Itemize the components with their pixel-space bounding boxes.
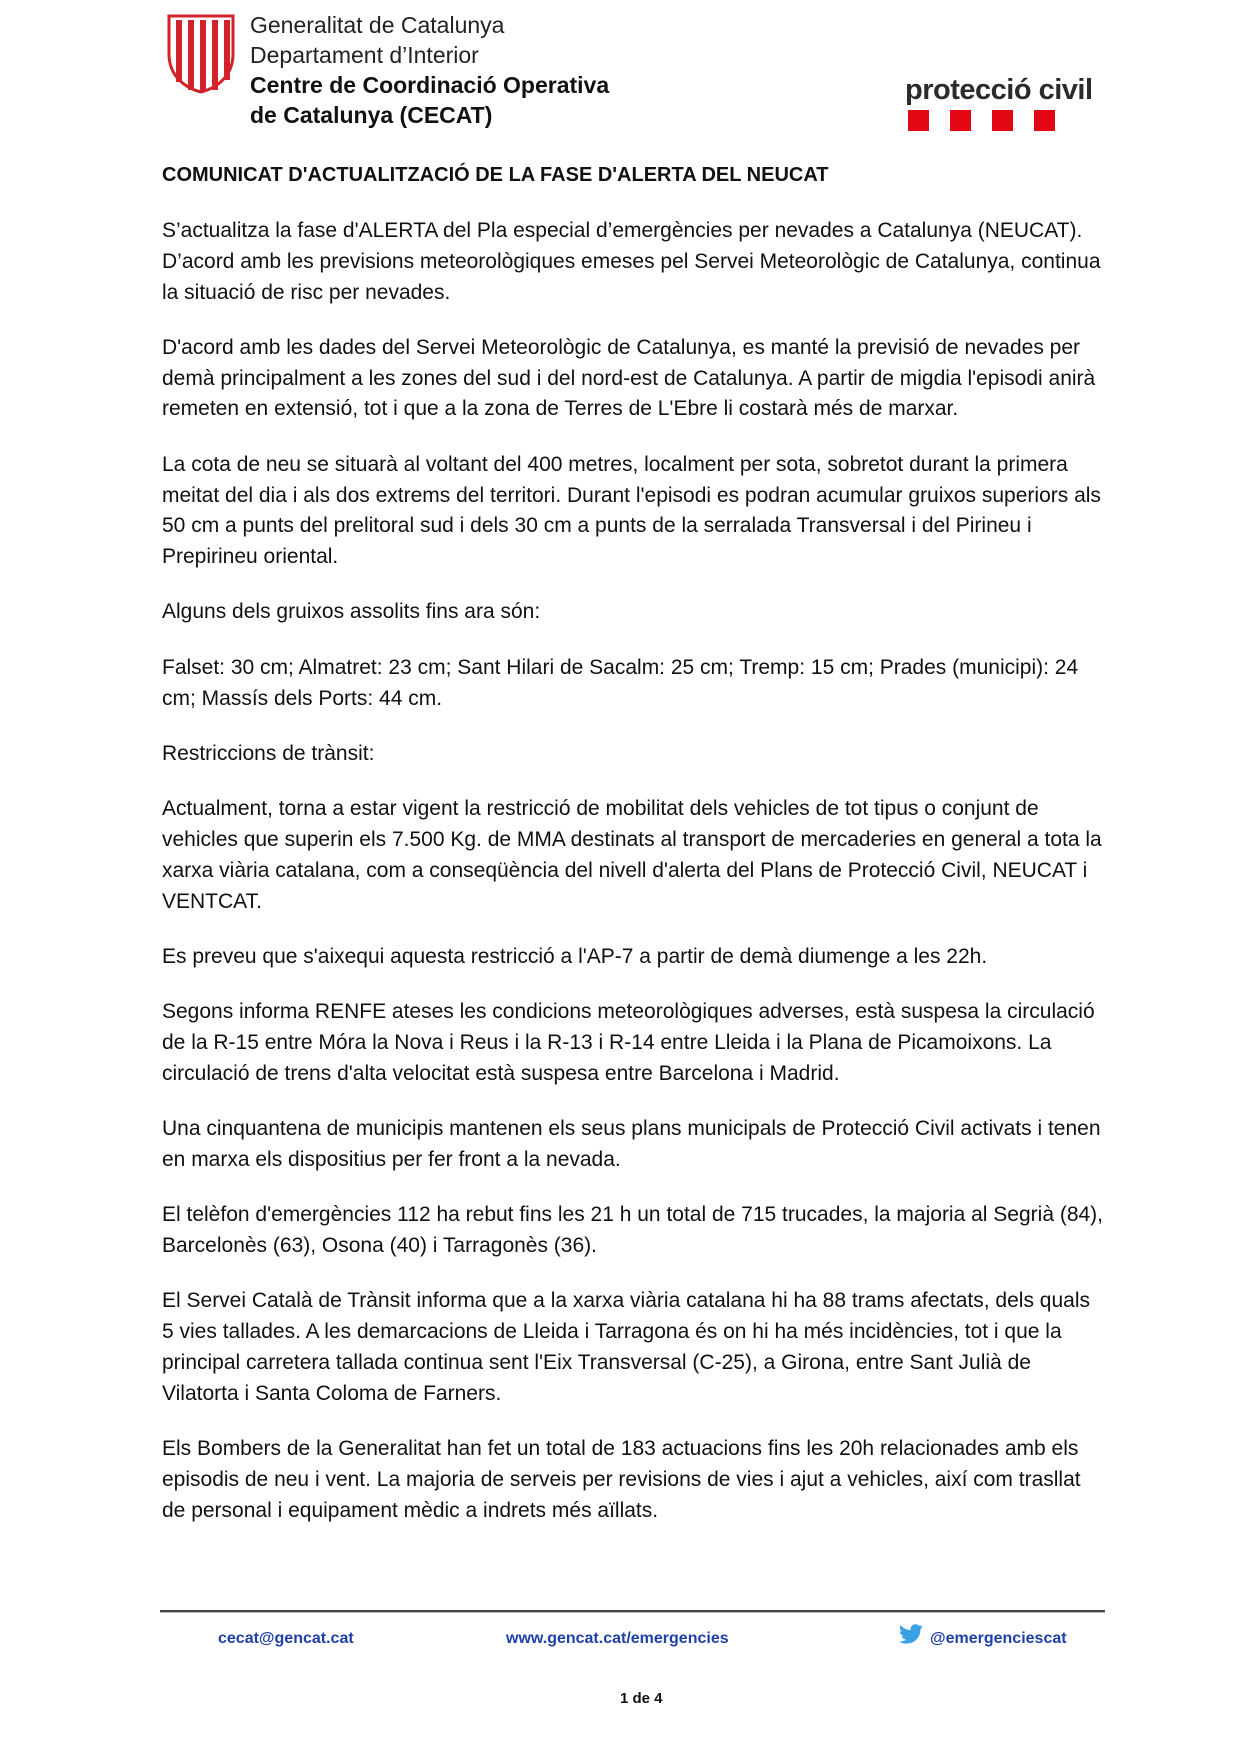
document-body [162,216,1107,1551]
footer-email-link[interactable]: cecat@gencat.cat [218,1630,354,1647]
paragraph: Els Bombers de la Generalitat han fet un total de 183 actuacions fins les 20h relacionades amb els episodis de neu i vent. La majoria de serveis per revisions de vies i ajut a vehicles, així com trasllat de personal i equipament mèdic a indrets més aïllats. [162,1436,1081,1522]
paragraph: La cota de neu se situarà al voltant del 400 metres, localment per sota, sobretot durant la primera meitat del dia i als dos extrems del territori. Durant l'episodi es podran acumular gruixos superiors als 50 cm a punts del prelitoral sud i dels 30 cm a punts de la serralada Transversal i del Pirineu i Prepirineu oriental. [162,452,1101,569]
twitter-bird-icon [898,1624,924,1646]
proteccio-civil-squares [908,110,1095,131]
brand-square [950,110,971,131]
paragraph: Alguns dels gruixos assolits fins ara són: [162,600,541,624]
brand-square [1034,110,1055,131]
brand-square [992,110,1013,131]
paragraph: Segons informa RENFE ateses les condicions meteorològiques adverses, està suspesa la circulació de la R-15 entre Móra la Nova i Reus i la R-13 i R-14 entre Lleida i la Plana de Picamoixons. La circulació de trens d'alta velocitat està suspesa entre Barcelona i Madrid. [162,1000,1095,1085]
footer-twitter-link[interactable] [898,1622,1067,1648]
document-title: COMUNICAT D'ACTUALITZACIÓ DE LA FASE D'ALERTA DEL NEUCAT [162,164,829,186]
paragraph: S’actualitza la fase d'ALERTA del Pla especial d’emergències per nevades a Catalunya (NEUCAT). D’acord amb les previsions meteorològiques emeses pel Servei Meteorològic de Catalunya, continua la situació de risc per nevades. [162,219,1101,304]
brand-square [908,110,929,131]
paragraph: Falset: 30 cm; Almatret: 23 cm; Sant Hilari de Sacalm: 25 cm; Tremp: 15 cm; Prades (municipi): 24 cm; Massís dels Ports: 44 cm. [162,655,1079,710]
paragraph: Actualment, torna a estar vigent la restricció de mobilitat dels vehicles de tot tipus o conjunt de vehicles que superin els 7.500 Kg. de MMA destinats al transport de mercaderies en general a tota la xarxa viària catalana, com a conseqüència del nivell d'alerta del Plans de Protecció Civil, NEUCAT i VENTCAT. [162,797,1102,913]
header-line-centre: Centre de Coordinació Operativa [250,72,610,98]
header-line-department: Departament d’Interior [250,42,479,68]
footer-divider [160,1610,1105,1612]
paragraph: El telèfon d'emergències 112 ha rebut fins les 21 h un total de 715 trucades, la majoria al Segrià (84), Barcelonès (63), Osona (40) i Tarragonès (36). [162,1203,1104,1257]
header-line-generalitat: Generalitat de Catalunya [250,12,505,38]
paragraph: Una cinquantena de municipis mantenen els seus plans municipals de Protecció Civil activats i tenen en marxa els dispositius per fer front a la nevada. [162,1117,1101,1171]
footer-website-link[interactable]: www.gencat.cat/emergencies [506,1630,729,1647]
paragraph: El Servei Català de Trànsit informa que a la xarxa viària catalana hi ha 88 trams afectats, dels quals 5 vies tallades. A les demarcacions de Lleida i Tarragona és on hi ha més incidències, tot i que la principal carretera tallada continua sent l'Eix Transversal (C-25), a Girona, entre Sant Julià de Vilatorta i Santa Coloma de Farners. [162,1289,1090,1405]
generalitat-logo-icon [167,14,235,94]
page-number: 1 de 4 [620,1690,663,1707]
proteccio-civil-wordmark: protecció civil [905,74,1093,106]
paragraph: Es preveu que s'aixequi aquesta restricció a l'AP-7 a partir de demà diumenge a les 22h. [162,944,988,968]
paragraph: Restriccions de trànsit: [162,741,375,765]
proteccio-civil-logo [905,74,1095,134]
header-line-cecat: de Catalunya (CECAT) [250,102,493,128]
paragraph: D'acord amb les dades del Servei Meteorològic de Catalunya, es manté la previsió de nevades per demà principalment a les zones del sud i del nord-est de Catalunya. A partir de migdia l'episodi anirà remeten en extensió, tot i que a la zona de Terres de L'Ebre li costarà més de marxar. [162,335,1096,421]
twitter-handle: @emergenciescat [930,1630,1067,1647]
header-organization [250,10,609,130]
